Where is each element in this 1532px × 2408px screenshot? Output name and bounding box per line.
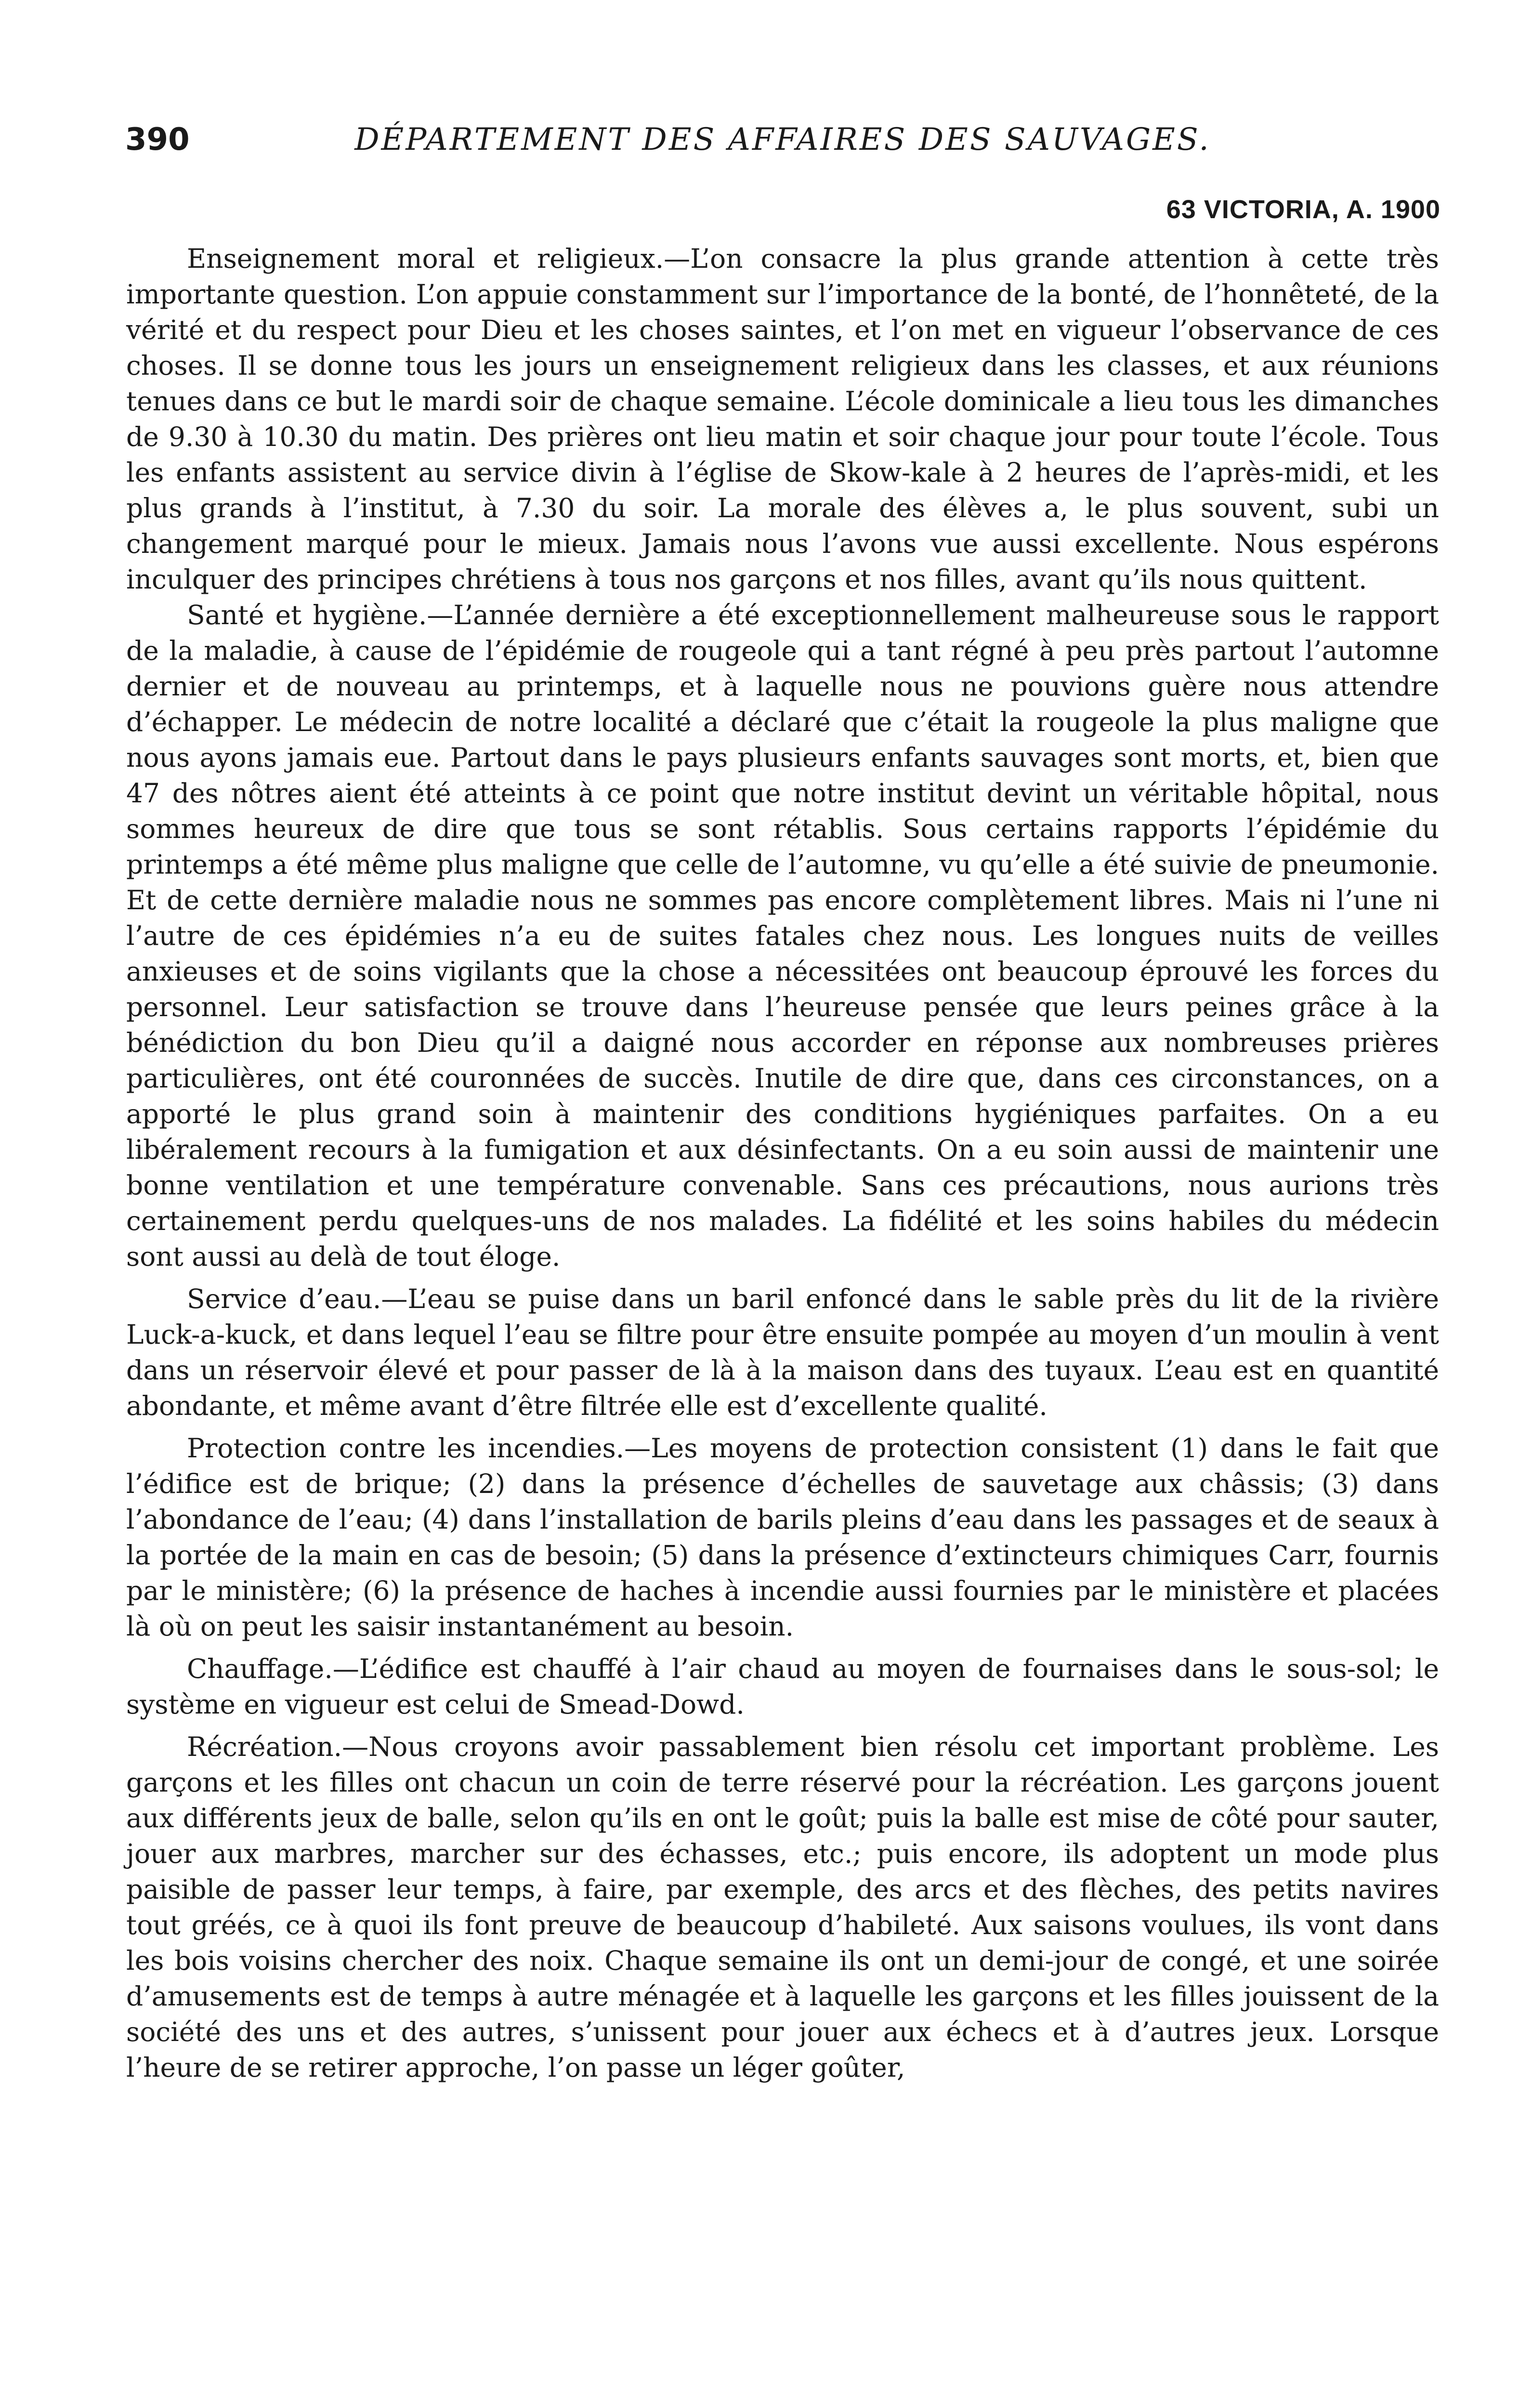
- session-line: 63 VICTORIA, A. 1900: [1166, 195, 1440, 224]
- paragraph-chauffage: Chauffage.—L’édifice est chauffé à l’air chaud au moyen de fournaises dans le sous-sol; le système en vigueur est celui de Smead-Dowd.: [126, 1653, 1439, 1720]
- page-number: 390: [125, 122, 190, 157]
- paragraph-recreation: Récréation.—Nous croyons avoir passablement bien résolu cet important problème. Les garçons et les filles ont chacun un coin de terre réservé pour la récréation. Les garçons jouent aux différents jeux de balle, selon qu’ils en ont le goût; puis la balle est mise de côté pour sauter, jouer aux marbres, marcher sur des échasses, etc.; puis encore, ils adoptent un mode plus paisible de passer leur temps, à faire, par exemple, des arcs et des flèches, des petits navires tout gréés, ce à quoi ils font preuve de beaucoup d’habileté. Aux saisons voulues, ils vont dans les bois voisins chercher des noix. Chaque semaine ils ont un demi-jour de congé, et une soirée d’amusements est de temps à autre ménagée et à laquelle les garçons et les filles jouissent de la société des uns et des autres, s’unissent pour jouer aux échecs et à d’autres jeux. Lorsque l’heure de se retirer approche, l’on passe un léger goûter,: [126, 1731, 1439, 2083]
- running-head: DÉPARTEMENT DES AFFAIRES DES SAUVAGES.: [354, 122, 1211, 157]
- body-text: [126, 241, 1439, 2085]
- paragraph-enseignement: Enseignement moral et religieux.—L’on consacre la plus grande attention à cette très importante question. L’on appuie constamment sur l’importance de la bonté, de l’honnêteté, de la vérité et du respect pour Dieu et les choses saintes, et l’on met en vigueur l’observance de ces choses. Il se donne tous les jours un enseignement religieux dans les classes, et aux réunions tenues dans ce but le mardi soir de chaque semaine. L’école dominicale a lieu tous les dimanches de 9.30 à 10.30 du matin. Des prières ont lieu matin et soir chaque jour pour toute l’école. Tous les enfants assistent au service divin à l’église de Skow-kale à 2 heures de l’après-midi, et les plus grands à l’institut, à 7.30 du soir. La morale des élèves a, le plus souvent, subi un changement marqué pour le mieux. Jamais nous l’avons vue aussi excellente. Nous espérons inculquer des principes chrétiens à tous nos garçons et nos filles, avant qu’ils nous quittent.: [126, 243, 1439, 595]
- page-header: [125, 120, 1440, 173]
- paragraph-protection-incendies: Protection contre les incendies.—Les moyens de protection consistent (1) dans le fait que l’édifice est de brique; (2) dans la présence d’échelles de sauvetage aux châssis; (3) dans l’abondance de l’eau; (4) dans l’installation de barils pleins d’eau dans les passages et de seaux à la portée de la main en cas de besoin; (5) dans la présence d’extincteurs chimiques Carr, fournis par le ministère; (6) la présence de haches à incendie aussi fournies par le ministère et placées là où on peut les saisir instantanément au besoin.: [126, 1433, 1439, 1642]
- paragraph-service-eau: Service d’eau.—L’eau se puise dans un baril enfoncé dans le sable près du lit de la rivière Luck-a-kuck, et dans lequel l’eau se filtre pour être ensuite pompée au moyen d’un moulin à vent dans un réservoir élevé et pour passer de là à la maison dans des tuyaux. L’eau est en quantité abondante, et même avant d’être filtrée elle est d’excellente qualité.: [126, 1283, 1439, 1421]
- paragraph-sante-hygiene: Santé et hygiène.—L’année dernière a été exceptionnellement malheureuse sous le rapport de la maladie, à cause de l’épidémie de rougeole qui a tant régné à peu près partout l’automne dernier et de nouveau au printemps, et à laquelle nous ne pouvions guère nous attendre d’échapper. Le médecin de notre localité a déclaré que c’était la rougeole la plus maligne que nous ayons jamais eue. Partout dans le pays plusieurs enfants sauvages sont morts, et, bien que 47 des nôtres aient été atteints à ce point que notre institut devint un véritable hôpital, nous sommes heureux de dire que tous se sont rétablis. Sous certains rapports l’épidémie du printemps a été même plus maligne que celle de l’automne, vu qu’elle a été suivie de pneumonie. Et de cette dernière maladie nous ne sommes pas encore complètement libres. Mais ni l’une ni l’autre de ces épidémies n’a eu de suites fatales chez nous. Les longues nuits de veilles anxieuses et de soins vigilants que la chose a nécessitées ont beaucoup éprouvé les forces du personnel. Leur satisfaction se trouve dans l’heureuse pensée que leurs peines grâce à la bénédiction du bon Dieu qu’il a daigné nous accorder en réponse aux nombreuses prières particulières, ont été couronnées de succès. Inutile de dire que, dans ces circonstances, on a apporté le plus grand soin à maintenir des conditions hygiéniques parfaites. On a eu libéralement recours à la fumigation et aux désinfectants. On a eu soin aussi de maintenir une bonne ventilation et une température convenable. Sans ces précautions, nous aurions très certainement perdu quelques-uns de nos malades. La fidélité et les soins habiles du médecin sont aussi au delà de tout éloge.: [126, 600, 1439, 1272]
